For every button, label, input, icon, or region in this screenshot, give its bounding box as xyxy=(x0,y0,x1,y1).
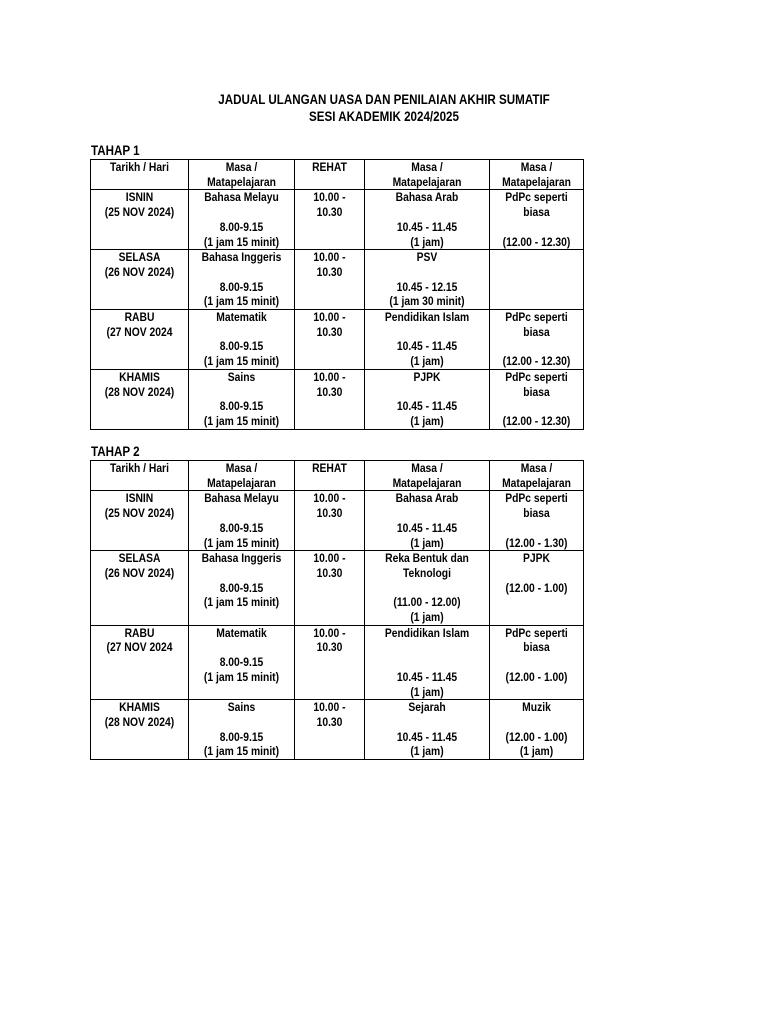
table-cell-text: ISNIN (25 NOV 2024) xyxy=(104,190,175,220)
table-cell-subject-3 xyxy=(490,551,584,626)
table-cell-subject-2 xyxy=(365,369,490,429)
table-row xyxy=(91,551,584,626)
table-cell-break xyxy=(295,369,365,429)
column-header-label: Tarikh / Hari xyxy=(110,160,169,174)
table-cell-subject-2 xyxy=(365,625,490,700)
table-cell-subject-1 xyxy=(189,700,295,760)
table-cell-text: PJPK 10.45 - 11.45 (1 jam) xyxy=(396,369,458,428)
table-cell-break xyxy=(295,310,365,370)
table-cell-text: Bahasa Arab 10.45 - 11.45 (1 jam) xyxy=(395,190,459,249)
table-cell-text: 10.00 - 10.30 xyxy=(313,369,346,399)
table-cell-text: PdPc seperti biasa (12.00 - 1.30) xyxy=(505,491,568,550)
table-cell-text: Sains 8.00-9.15 (1 jam 15 minit) xyxy=(203,700,280,759)
title-line-2: SESI AKADEMIK 2024/2025 xyxy=(309,109,459,124)
table-cell-break xyxy=(295,190,365,250)
table-cell-text: Sains 8.00-9.15 (1 jam 15 minit) xyxy=(203,369,280,428)
table-cell-text: Muzik (12.00 - 1.00) (1 jam) xyxy=(505,700,568,759)
table-cell-date-day xyxy=(91,491,189,551)
column-header-subject-1 xyxy=(189,461,295,491)
column-header-date-day xyxy=(91,160,189,190)
table-row xyxy=(91,310,584,370)
table-cell-subject-1 xyxy=(189,310,295,370)
table-cell-break xyxy=(295,625,365,700)
table-cell-text: Matematik 8.00-9.15 (1 jam 15 minit) xyxy=(203,310,280,369)
column-header-break xyxy=(295,461,365,491)
table-cell-subject-3 xyxy=(490,250,584,310)
table-cell-break xyxy=(295,250,365,310)
table-cell-subject-1 xyxy=(189,551,295,626)
table-cell-date-day xyxy=(91,369,189,429)
table-cell-date-day xyxy=(91,625,189,700)
column-header-date-day xyxy=(91,461,189,491)
column-header-label: Masa / Matapelajaran xyxy=(207,160,276,189)
schedule-table-tahap-1 xyxy=(90,159,584,430)
column-header-subject-3 xyxy=(490,461,584,491)
column-header-label: Masa / Matapelajaran xyxy=(392,461,462,490)
schedule-table-tahap-2 xyxy=(90,460,584,760)
column-header-label: Masa / Matapelajaran xyxy=(502,461,571,490)
table-cell-text: Bahasa Inggeris 8.00-9.15 (1 jam 15 minit) xyxy=(201,250,282,309)
table-header-row xyxy=(91,461,584,491)
table-cell-subject-3 xyxy=(490,369,584,429)
table-cell-subject-2 xyxy=(365,551,490,626)
table-cell-text: Pendidikan Islam 10.45 - 11.45 (1 jam) xyxy=(384,625,470,699)
table-cell-date-day xyxy=(91,700,189,760)
table-cell-subject-2 xyxy=(365,250,490,310)
table-cell-text: 10.00 - 10.30 xyxy=(313,190,346,220)
table-cell-text: RABU (27 NOV 2024 xyxy=(106,310,173,339)
table-cell-text: PSV 10.45 - 12.15 (1 jam 30 minit) xyxy=(389,250,465,309)
table-cell-break xyxy=(295,700,365,760)
table-cell-text: 10.00 - 10.30 xyxy=(313,310,346,339)
table-cell-subject-1 xyxy=(189,250,295,310)
title-line-1: JADUAL ULANGAN UASA DAN PENILAIAN AKHIR SUMATIF xyxy=(218,92,550,107)
table-cell-subject-2 xyxy=(365,190,490,250)
column-header-subject-1 xyxy=(189,160,295,190)
table-row xyxy=(91,700,584,760)
table-cell-text: Matematik 8.00-9.15 (1 jam 15 minit) xyxy=(203,625,280,684)
column-header-label: REHAT xyxy=(312,461,347,475)
document-title xyxy=(54,91,714,125)
section-heading-tahap-1: TAHAP 1 xyxy=(91,143,140,158)
table-row xyxy=(91,369,584,429)
column-header-break xyxy=(295,160,365,190)
column-header-subject-2 xyxy=(365,160,490,190)
section-heading-tahap-2: TAHAP 2 xyxy=(91,444,140,459)
table-cell-text: PdPc seperti biasa (12.00 - 12.30) xyxy=(502,310,571,369)
table-cell-subject-2 xyxy=(365,491,490,551)
table-cell-text: PJPK (12.00 - 1.00) xyxy=(505,551,568,595)
table-cell-text: Bahasa Inggeris 8.00-9.15 (1 jam 15 minit) xyxy=(201,551,282,610)
table-cell-date-day xyxy=(91,551,189,626)
table-cell-text: 10.00 - 10.30 xyxy=(313,625,346,655)
table-cell-text: Pendidikan Islam 10.45 - 11.45 (1 jam) xyxy=(384,310,470,369)
table-cell-text: KHAMIS (28 NOV 2024) xyxy=(104,700,175,729)
table-cell-subject-3 xyxy=(490,625,584,700)
column-header-label: Masa / Matapelajaran xyxy=(502,160,571,189)
table-cell-text: Bahasa Melayu 8.00-9.15 (1 jam 15 minit) xyxy=(203,190,280,249)
table-cell-break xyxy=(295,551,365,626)
table-cell-text: KHAMIS (28 NOV 2024) xyxy=(104,369,175,399)
column-header-subject-3 xyxy=(490,160,584,190)
table-cell-text: PdPc seperti biasa (12.00 - 1.00) xyxy=(505,625,568,684)
table-cell-text: 10.00 - 10.30 xyxy=(313,491,346,521)
table-cell-text: SELASA (26 NOV 2024) xyxy=(104,250,175,279)
table-cell-subject-3 xyxy=(490,700,584,760)
table-cell-date-day xyxy=(91,310,189,370)
table-cell-subject-1 xyxy=(189,190,295,250)
table-row xyxy=(91,250,584,310)
table-cell-text: PdPc seperti biasa (12.00 - 12.30) xyxy=(502,190,571,249)
table-row xyxy=(91,625,584,700)
table-cell-subject-2 xyxy=(365,700,490,760)
table-cell-break xyxy=(295,491,365,551)
table-cell-text: SELASA (26 NOV 2024) xyxy=(104,551,175,580)
table-cell-date-day xyxy=(91,250,189,310)
column-header-label: REHAT xyxy=(312,160,347,174)
column-header-label: Masa / Matapelajaran xyxy=(207,461,276,490)
table-cell-subject-3 xyxy=(490,491,584,551)
table-cell-text: RABU (27 NOV 2024 xyxy=(106,625,173,655)
table-cell-text: Bahasa Melayu 8.00-9.15 (1 jam 15 minit) xyxy=(203,491,280,550)
table-cell-date-day xyxy=(91,190,189,250)
table-row xyxy=(91,190,584,250)
table-cell-text: 10.00 - 10.30 xyxy=(313,250,346,279)
table-cell-subject-2 xyxy=(365,310,490,370)
table-cell-subject-1 xyxy=(189,491,295,551)
table-cell-text: ISNIN (25 NOV 2024) xyxy=(104,491,175,521)
table-cell-text: Sejarah 10.45 - 11.45 (1 jam) xyxy=(396,700,458,759)
table-row xyxy=(91,491,584,551)
table-cell-text: Reka Bentuk dan Teknologi (11.00 - 12.00) (1 jam) xyxy=(385,551,469,625)
column-header-label: Tarikh / Hari xyxy=(110,461,169,475)
column-header-label: Masa / Matapelajaran xyxy=(392,160,462,189)
table-cell-text: PdPc seperti biasa (12.00 - 12.30) xyxy=(502,369,571,428)
table-cell-text: 10.00 - 10.30 xyxy=(313,700,346,729)
table-cell-text: 10.00 - 10.30 xyxy=(313,551,346,580)
table-header-row xyxy=(91,160,584,190)
table-cell-subject-1 xyxy=(189,369,295,429)
table-cell-subject-3 xyxy=(490,190,584,250)
table-cell-subject-3 xyxy=(490,310,584,370)
table-cell-text: Bahasa Arab 10.45 - 11.45 (1 jam) xyxy=(395,491,459,550)
column-header-subject-2 xyxy=(365,461,490,491)
table-cell-subject-1 xyxy=(189,625,295,700)
